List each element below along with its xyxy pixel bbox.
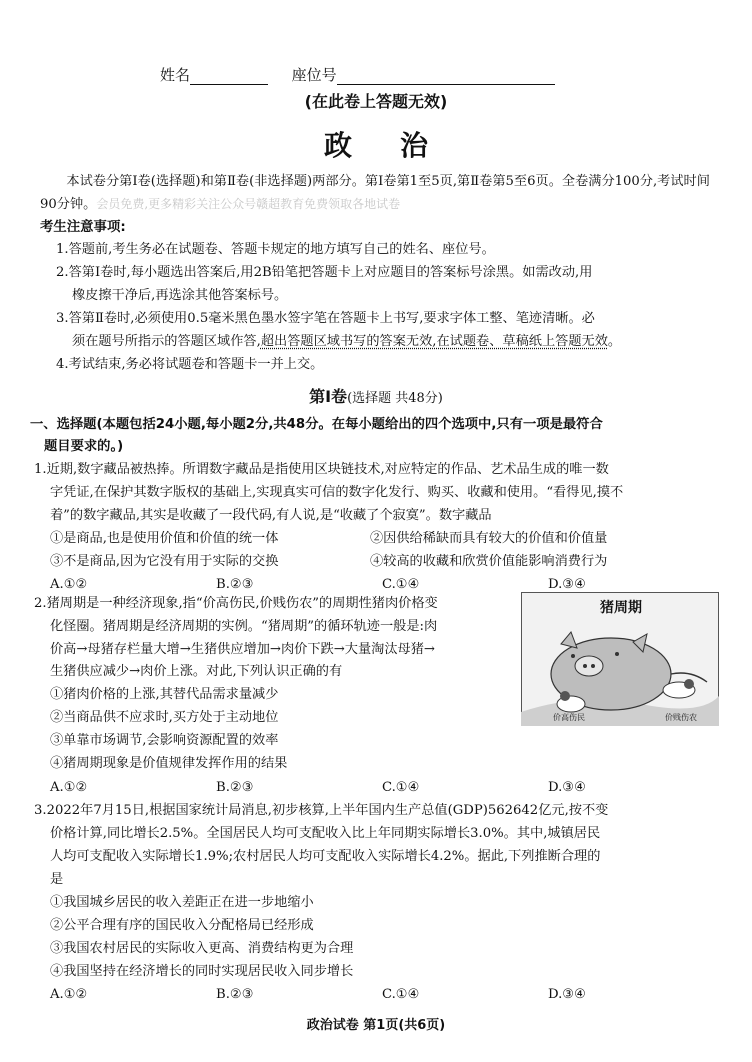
invalid-answer-notice: (在此卷上答题无效) — [304, 92, 448, 111]
note-3: 3.答第Ⅱ卷时,必须使用0.5毫米黑色墨水签字笔在答题卡上书写,要求字体工整、笔迹清晰。必 须在题号所指示的答题区域作答,超出答题区域书写的答案无效,在试题卷、草稿纸上答题无效。 — [56, 311, 622, 349]
seat-label: 座位号 — [291, 66, 337, 84]
subject-title: 政治 — [323, 129, 476, 162]
cartoon-right-label: 价贱伤农 — [665, 713, 697, 722]
pig-cycle-cartoon — [521, 592, 719, 726]
question-1: 1.近期,数字藏品被热捧。所谓数字藏品是指使用区块链技术,对应特定的作品、艺术品生成的唯一数 字凭证,在保护其数字版权的基础上,实现真实可信的数字化发行、购买、收藏和使用。“看得见,摸不 着”的数字藏品,其实是收藏了一段代码,有人说,是“收藏了个寂寞”。数字藏品 ①是商品,也是使用价值和价值的统一体 ②因供给稀缺而具有较大的价值和价值量 ③不是商品,因为它没有用于实际的交换 ④较高的收藏和欣赏价值能影响消费行为 A.①② B.②③ C.①④ D.③④ — [34, 458, 720, 596]
candidate-info-line — [160, 64, 555, 85]
q3-choice-b: B.②③ — [216, 987, 254, 1002]
q2-choice-b: B.②③ — [216, 780, 254, 795]
emphasis-dotted-text: 超出答题区域书写的答案无效,在试题卷、草稿纸上答题无效 — [260, 334, 608, 349]
q1-option-3: ③不是商品,因为它没有用于实际的交换 — [50, 554, 279, 569]
q3-choice-a: A.①② — [50, 987, 88, 1002]
cartoon-left-label: 价高伤民 — [553, 713, 585, 722]
question-3: 3.2022年7月15日,根据国家统计局消息,初步核算,上半年国内生产总值(GDP)562642亿元,按不变 价格计算,同比增长2.5%。全国居民人均可支配收入比上年同期实际增长3.0%。其中,城镇居民 人均可支配收入实际增长1.9%;农村居民人均可支配收入实际增长4.2%。据此,下列推断合理的 是 ①我国城乡居民的收入差距正在进一步地缩小 ②公平合理有序的国民收入分配格局已经形成 ③我国农村居民的实际收入更高、消费结构更为合理 ④我国坚持在经济增长的同时实现居民收入同步增长 A.①② B.②③ C.①④ D.③④ — [34, 799, 720, 1006]
q1-choice-d: D.③④ — [548, 577, 586, 592]
part-instructions: 一、选择题(本题包括24小题,每小题2分,共48分。在每小题给出的四个选项中,只有一项是最符合 题目要求的。) — [30, 417, 603, 454]
q3-option-4: ④我国坚持在经济增长的同时实现居民收入同步增长 — [50, 964, 354, 979]
q1-choice-c: C.①④ — [382, 577, 420, 592]
q3-option-1: ①我国城乡居民的收入差距正在进一步地缩小 — [50, 895, 314, 910]
question-2: 2.猪周期是一种经济现象,指“价高伤民,价贱伤农”的周期性猪肉价格变 化怪圈。猪周期是经济周期的实例。“猪周期”的循环轨迹一般是:肉 价高→母猪存栏量大增→生猪供应增加→肉价下跌→大量淘汰母猪→ 生猪供应减少→肉价上涨。对此,下列认识正确的有 ①猪肉价格的上涨,其替代品需求量减少 ②当商品供不应求时,买方处于主动地位 ③单靠市场调节,会影响资源配置的效率 ④猪周期现象是价值规律发挥作用的结果 — [34, 593, 514, 775]
intro-text: 本试卷分第Ⅰ卷(选择题)和第Ⅱ卷(非选择题)两部分。第Ⅰ卷第1至5页,第Ⅱ卷第5至6页。全卷满分100分,考试时间90分钟。 — [40, 174, 710, 212]
q2-choice-a: A.①② — [50, 780, 88, 795]
name-blank — [190, 68, 268, 85]
cartoon-title: 猪周期 — [600, 600, 642, 616]
q2-option-4: ④猪周期现象是价值规律发挥作用的结果 — [50, 755, 288, 771]
q3-option-3: ③我国农村居民的实际收入更高、消费结构更为合理 — [50, 941, 354, 956]
q1-option-4: ④较高的收藏和欣赏价值能影响消费行为 — [370, 554, 608, 569]
q2-choice-d: D.③④ — [548, 780, 586, 795]
q3-choice-c: C.①④ — [382, 987, 420, 1002]
note-4: 4.考试结束,务必将试题卷和答题卡一并上交。 — [56, 357, 324, 372]
q1-choice-b: B.②③ — [216, 577, 254, 592]
notes-title: 考生注意事项: — [40, 220, 126, 235]
q3-option-2: ②公平合理有序的国民收入分配格局已经形成 — [50, 918, 314, 933]
name-label: 姓名 — [160, 66, 191, 84]
q2-option-2: ②当商品供不应求时,买方处于主动地位 — [50, 709, 279, 725]
note-2: 2.答第Ⅰ卷时,每小题选出答案后,用2B铅笔把答题卡上对应题目的答案标号涂黑。如需改动,用 橡皮擦干净后,再选涂其他答案标号。 — [56, 265, 593, 303]
watermark-text: 会员免费,更多精彩关注公众号赣超教育免费领取各地试卷 — [96, 197, 401, 211]
q1-choice-a: A.①② — [50, 577, 88, 592]
page-footer: 政治试卷 第1页(共6页) — [306, 1018, 446, 1033]
q1-option-1: ①是商品,也是使用价值和价值的统一体 — [50, 531, 279, 546]
q1-option-2: ②因供给稀缺而具有较大的价值和价值量 — [370, 531, 608, 546]
q2-option-3: ③单靠市场调节,会影响资源配置的效率 — [50, 732, 279, 748]
note-1: 1.答题前,考生务必在试题卷、答题卡规定的地方填写自己的姓名、座位号。 — [56, 242, 495, 257]
section-heading: 第Ⅰ卷(选择题 共48分) — [309, 387, 443, 406]
q2-choice-c: C.①④ — [382, 780, 420, 795]
q3-choice-d: D.③④ — [548, 987, 586, 1002]
seat-blank — [337, 68, 555, 85]
q2-option-1: ①猪肉价格的上涨,其替代品需求量减少 — [50, 687, 279, 703]
intro-paragraph — [40, 170, 718, 216]
q2-choices-row — [34, 776, 720, 799]
